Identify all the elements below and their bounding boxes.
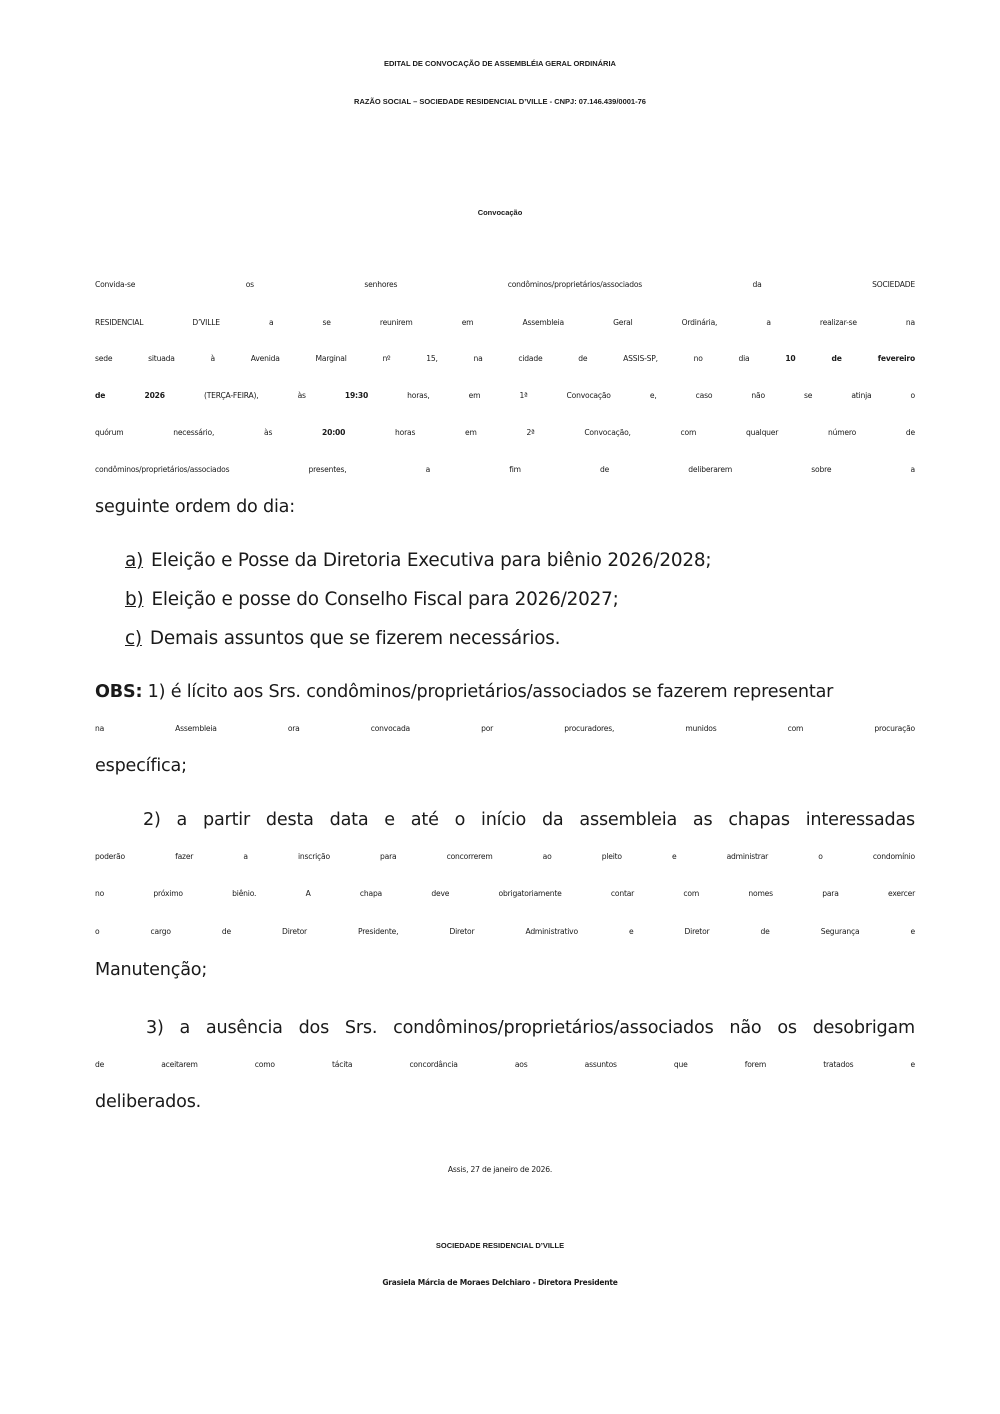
obs-line: no próximo biênio. A chapa deve obrigatoriamente contar com nomes para exercer — [95, 889, 915, 898]
date-line: Assis, 27 de janeiro de 2026. — [447, 1165, 553, 1174]
second-call-time: 20:00 — [322, 428, 346, 437]
first-call-time: 19:30 — [344, 391, 369, 400]
agenda-text: Eleição e Posse da Diretoria Executiva para biênio 2026/2028; — [151, 550, 712, 571]
agenda-marker: a) — [125, 550, 144, 571]
intro-line — [95, 347, 915, 371]
agenda-text: Eleição e posse do Conselho Fiscal para 2026/2027; — [151, 589, 619, 610]
obs-line: de aceitarem como tácita concordância aos assuntos que forem tratados e — [95, 1060, 915, 1069]
agenda-item — [125, 588, 619, 612]
obs-line: 2) a partir desta data e até o início da assembleia as chapas interessadas — [143, 810, 915, 830]
agenda-marker: c) — [125, 628, 142, 649]
agenda-item — [125, 549, 711, 573]
obs-line: o cargo de Diretor Presidente, Diretor Administrativo e Diretor de Segurança e — [95, 927, 915, 936]
signature-organization: SOCIEDADE RESIDENCIAL D’VILLE — [435, 1241, 565, 1250]
obs-line: deliberados. — [95, 1092, 202, 1112]
intro-text: horas, em 1ª Convocação e, caso não se atinja o — [368, 391, 915, 400]
intro-text: quórum necessário, às — [95, 428, 323, 437]
intro-line: seguinte ordem do dia: — [95, 497, 295, 517]
intro-text: (TERÇA-FEIRA), às — [164, 391, 345, 400]
obs-line: poderão fazer a inscrição para concorrerem ao pleito e administrar o condomínio — [95, 852, 915, 861]
obs-line: específica; — [95, 756, 187, 776]
agenda-text: Demais assuntos que se fizerem necessários. — [149, 628, 561, 649]
agenda-marker: b) — [125, 589, 144, 610]
intro-line: condôminos/proprietários/associados presentes, a fim de deliberarem sobre a — [95, 465, 915, 474]
obs-line: Manutenção; — [95, 960, 208, 980]
document-title: EDITAL DE CONVOCAÇÃO DE ASSEMBLÉIA GERAL ORDINÁRIA — [384, 59, 616, 68]
intro-line: RESIDENCIAL D’VILLE a se reunirem em Assembleia Geral Ordinária, a realizar-se na — [95, 318, 915, 327]
signature-name: Grasiela Márcia de Moraes Delchiaro - Diretora Presidente — [382, 1278, 618, 1287]
agenda-item — [125, 627, 560, 651]
obs-label: OBS: — [95, 682, 143, 702]
obs-line: 3) a ausência dos Srs. condôminos/proprietários/associados não os desobrigam — [146, 1018, 915, 1038]
intro-text: sede situada à Avenida Marginal nº 15, na cidade de ASSIS-SP, no dia — [95, 354, 786, 363]
intro-line — [95, 421, 915, 445]
section-title: Convocação — [477, 208, 523, 217]
obs-text: 1) é lícito aos Srs. condôminos/proprietários/associados se fazerem representar — [142, 682, 834, 702]
meeting-date: 10 de fevereiro — [785, 354, 915, 363]
obs-line — [95, 680, 915, 704]
meeting-year: de 2026 — [95, 391, 165, 400]
document-subtitle: RAZÃO SOCIAL – SOCIEDADE RESIDENCIAL D’VILLE - CNPJ: 07.146.439/0001-76 — [354, 97, 646, 106]
intro-text: horas em 2ª Convocação, com qualquer número de — [345, 428, 915, 437]
obs-line: na Assembleia ora convocada por procuradores, munidos com procuração — [95, 724, 915, 733]
intro-line — [95, 384, 915, 408]
intro-line: Convida-se os senhores condôminos/proprietários/associados da SOCIEDADE — [95, 280, 915, 289]
